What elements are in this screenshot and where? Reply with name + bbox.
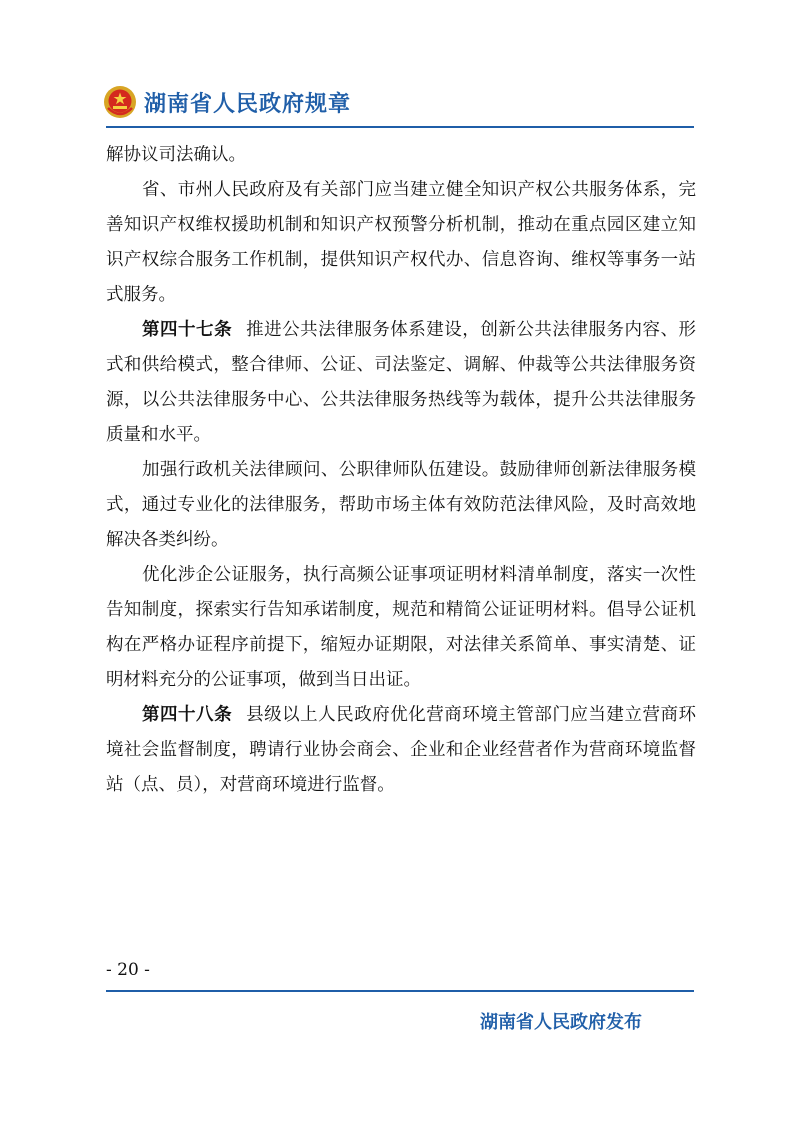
paragraph-text: 推进公共法律服务体系建设，创新公共法律服务内容、形式和供给模式，整合律师、公证、司法鉴定、调解、仲裁等公共法律服务资源，以公共法律服务中心、公共法律服务热线等为载体，提升公共法律服务质量和水平。: [106, 320, 697, 445]
article-48: [106, 698, 696, 803]
paragraph-text: 解协议司法确认。: [106, 145, 246, 165]
article-47: [106, 313, 696, 453]
footer-divider: [106, 990, 694, 992]
paragraph-text: 优化涉企公证服务，执行高频公证事项证明材料清单制度，落实一次性告知制度，探索实行告知承诺制度，规范和精简公证证明材料。倡导公证机构在严格办证程序前提下，缩短办证期限，对法律关系简单、事实清楚、证明材料充分的公证事项，做到当日出证。: [106, 565, 696, 690]
paragraph-text: 县级以上人民政府优化营商环境主管部门应当建立营商环境社会监督制度，聘请行业协会商会、企业和企业经营者作为营商环境监督站（点、员），对营商环境进行监督。: [106, 705, 697, 795]
paragraph: [106, 453, 696, 558]
article-number: 第四十七条: [142, 320, 233, 340]
header-title: 湖南省人民政府规章: [144, 91, 352, 117]
page-number: - 20 -: [106, 960, 150, 980]
footer-publisher: 湖南省人民政府发布: [480, 1012, 642, 1033]
document-body: [106, 138, 696, 803]
paragraph-text: 加强行政机关法律顾问、公职律师队伍建设。鼓励律师创新法律服务模式，通过专业化的法律服务，帮助市场主体有效防范法律风险，及时高效地解决各类纠纷。: [106, 460, 696, 550]
paragraph: [106, 173, 696, 313]
document-header: [102, 84, 351, 120]
article-number: 第四十八条: [142, 705, 233, 725]
header-divider: [106, 126, 694, 128]
national-emblem-icon: [102, 84, 138, 120]
paragraph-text: 省、市州人民政府及有关部门应当建立健全知识产权公共服务体系，完善知识产权维权援助机制和知识产权预警分析机制，推动在重点园区建立知识产权综合服务工作机制，提供知识产权代办、信息咨询、维权等事务一站式服务。: [106, 180, 696, 305]
paragraph: [106, 558, 696, 698]
paragraph: [106, 138, 696, 173]
